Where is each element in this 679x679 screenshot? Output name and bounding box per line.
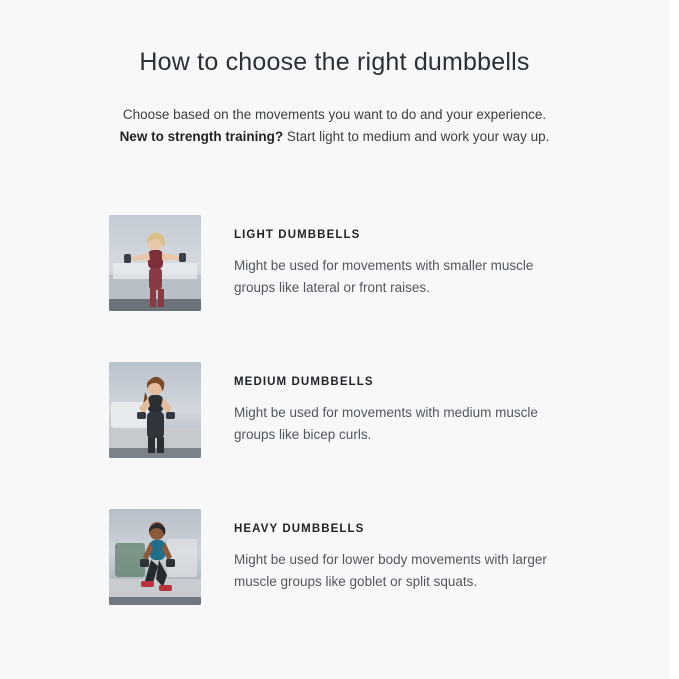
intro-line-1: Choose based on the movements you want to do and your experience. — [122, 107, 547, 122]
intro-strong-text: New to strength training? — [119, 129, 284, 144]
intro-line-2 — [0, 126, 669, 147]
list-item-title: HEAVY DUMBBELLS — [234, 523, 365, 535]
page-title: How to choose the right dumbbells — [139, 48, 530, 76]
medium-dumbbells-image — [109, 362, 201, 458]
list-item-description: Might be used for movements with medium muscle groups like bicep curls. — [234, 405, 538, 442]
list-item-title: LIGHT DUMBBELLS — [234, 229, 361, 241]
list-item — [0, 215, 669, 362]
intro-rest-text: Start light to medium and work your way up. — [283, 129, 550, 144]
dumbbell-options-list — [0, 215, 669, 656]
heavy-dumbbells-image — [109, 509, 201, 605]
woman-lateral-raise-photo — [109, 215, 201, 311]
list-item-description: Might be used for lower body movements with larger muscle groups like goblet or split squats. — [234, 552, 547, 589]
list-item — [0, 509, 669, 656]
intro-paragraph — [0, 104, 669, 147]
heavy-dumbbells-text — [234, 523, 584, 593]
list-item-description: Might be used for movements with smaller muscle groups like lateral or front raises. — [234, 258, 534, 295]
medium-dumbbells-text — [234, 376, 584, 446]
list-item-title: MEDIUM DUMBBELLS — [234, 376, 374, 388]
light-dumbbells-text — [234, 229, 584, 299]
list-item — [0, 362, 669, 509]
woman-bicep-curl-photo — [109, 362, 201, 458]
light-dumbbells-image — [109, 215, 201, 311]
man-split-squat-photo — [109, 509, 201, 605]
